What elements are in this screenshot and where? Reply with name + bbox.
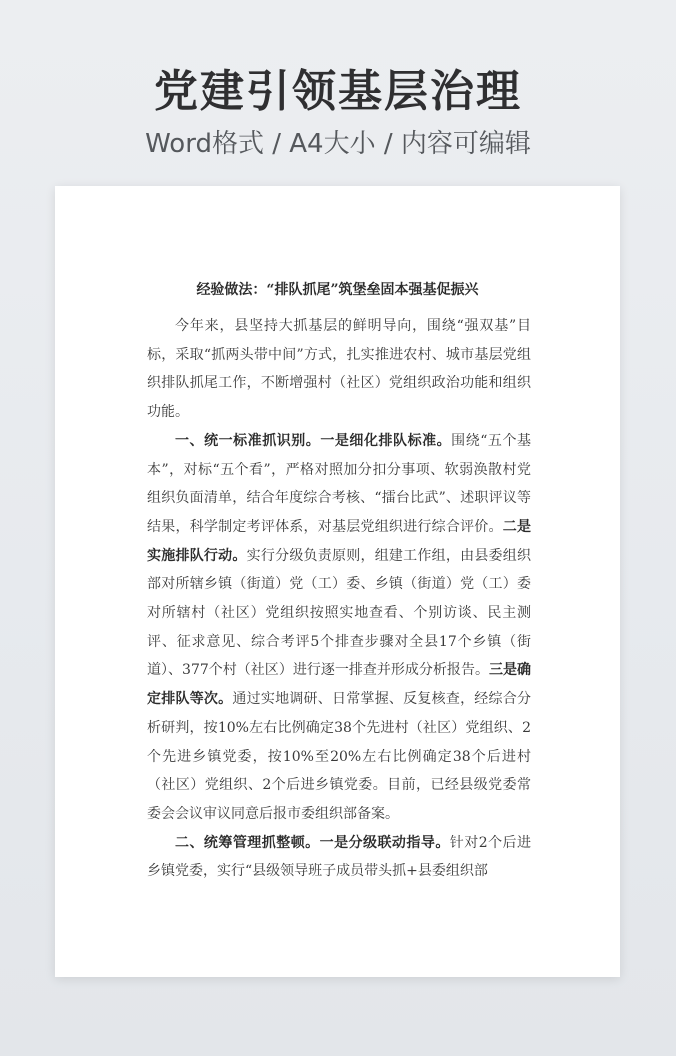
paragraph-text: 通过实地调研、日常掌握、反复核查，经综合分析研判，按10%左右比例确定38个先进村（社区）党组织、2个先进乡镇党委，按10%至20%左右比例确定38个后进村（社区）党组织、2个后进乡镇党委。目前，已经县级党委常委会会议审议同意后报市委组织部备案。 [147,691,532,822]
document-title: 经验做法：“排队抓尾”筑堡垒固本强基促振兴 [196,282,479,298]
paragraph-text: 实行分级负责原则，组建工作组，由县委组织部对所辖乡镇（街道）党（工）委、乡镇（街道）党（工）委对所辖村（社区）党组织按照实地查看、个别访谈、民主测评、征求意见、综合考评5个排查步骤对全县17个乡镇（街道）、377个村（社区）进行逐一排查并形成分析报告。 [147,547,532,679]
document-page [55,186,620,977]
paragraph-text: 针对2个后进乡镇党委，实行“县级领导班子成员带头抓+县委组织部 [147,834,531,880]
paragraph-intro: 今年来，县坚持大抓基层的鲜明导向，围绕“强双基”目标，采取“抓两头带中间”方式，扎实推进农村、城市基层党组织排队抓尾工作，不断增强村（社区）党组织政治功能和组织功能。 [147,318,531,421]
subsection-heading: 一是分级联动指导。 [319,834,450,851]
subsection-heading: 三是确定排队等次。 [147,662,531,708]
subsection-heading: 二是实施排队行动。 [147,518,532,564]
subsection-heading: 一是细化排队标准。 [320,432,452,449]
paragraph-text: 围绕“五个基本”，对标“五个看”，严格对照加分扣分事项、软弱涣散村党组织负面清单，结合年度综合考核、“擂台比武”、述职评议等结果，科学制定考评体系，对基层党组织进行综合评价。 [147,432,532,535]
document-body [147,312,531,886]
page-title: 党建引领基层治理 [154,66,522,117]
page-subtitle: Word格式 / A4大小 / 内容可编辑 [145,129,531,159]
section-heading: 一、统一标准抓识别。 [175,432,321,449]
paragraph-section-one [147,427,531,829]
paragraph-section-two [147,829,531,886]
section-heading: 二、统筹管理抓整顿。 [175,834,320,851]
page-header [0,62,676,164]
